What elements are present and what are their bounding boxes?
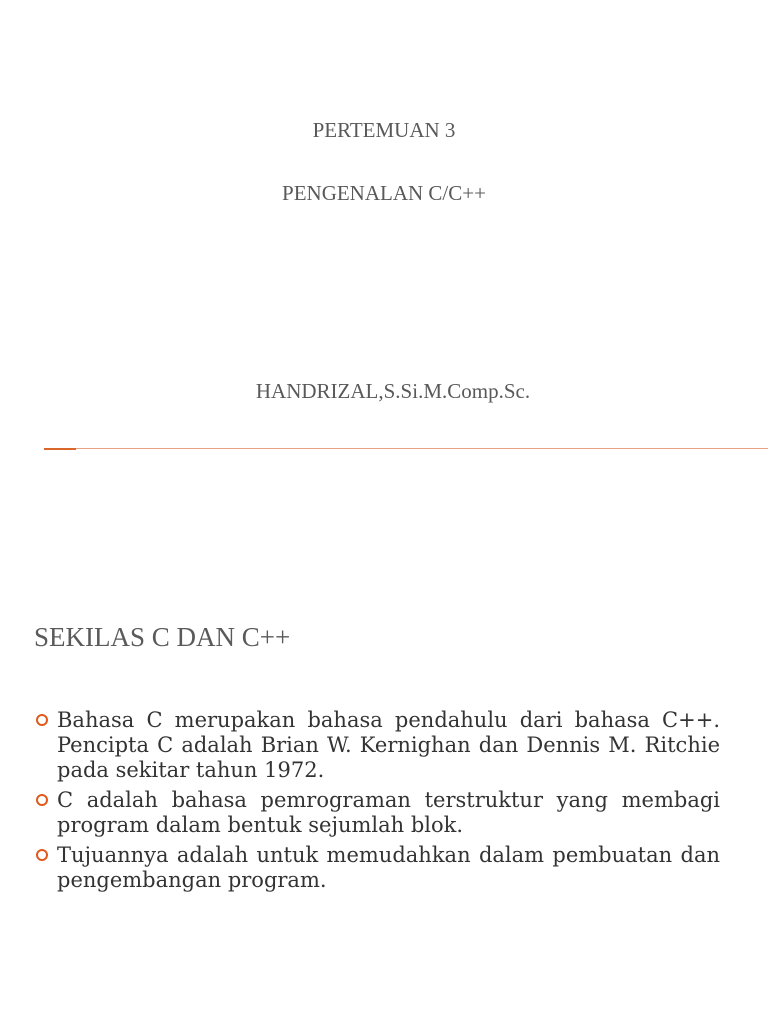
ring-bullet-icon: [36, 849, 48, 861]
list-item: [36, 708, 720, 783]
bullet-list: [36, 708, 720, 898]
meeting-title: PERTEMUAN 3: [312, 118, 456, 142]
list-item: [36, 843, 720, 893]
slide-divider: [44, 448, 768, 449]
section-heading: SEKILAS C DAN C++: [34, 622, 291, 652]
bullet-text: Bahasa C merupakan bahasa pendahulu dari bahasa C++. Pencipta C adalah Brian W. Kernighan dan Dennis M. Ritchie pada sekitar tahun 1972.: [57, 708, 720, 782]
course-title: PENGENALAN C/C++: [282, 181, 486, 205]
author-name: HANDRIZAL,S.Si.M.Comp.Sc.: [255, 379, 531, 403]
title-slide: [0, 0, 768, 452]
ring-bullet-icon: [36, 794, 48, 806]
bullet-text: Tujuannya adalah untuk memudahkan dalam pembuatan dan pengembangan program.: [57, 843, 720, 892]
bullet-text: C adalah bahasa pemrograman terstruktur yang membagi program dalam bentuk sejumlah blok.: [57, 788, 720, 837]
ring-bullet-icon: [36, 714, 48, 726]
slide-divider-accent: [44, 448, 76, 450]
list-item: [36, 788, 720, 838]
